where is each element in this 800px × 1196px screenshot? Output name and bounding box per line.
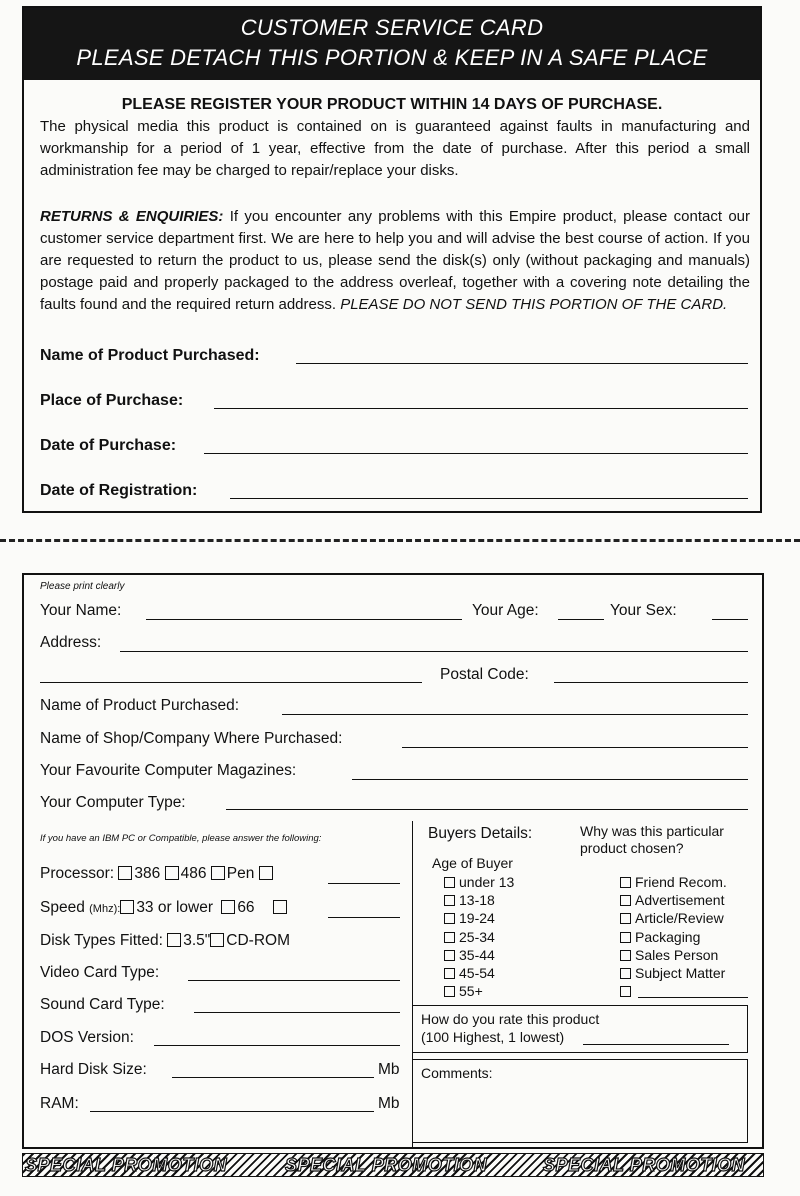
your-age-field[interactable] <box>558 619 604 620</box>
age-option[interactable] <box>444 982 514 1000</box>
processor-386-label: 386 <box>134 865 161 882</box>
age-option[interactable] <box>444 946 514 964</box>
reason-options-list <box>620 873 727 1000</box>
ram-field[interactable] <box>90 1111 374 1112</box>
reason-option[interactable] <box>620 891 727 909</box>
computer-type-field[interactable] <box>226 809 748 810</box>
header-title: CUSTOMER SERVICE CARD <box>240 15 544 40</box>
rating-line2: (100 Highest, 1 lowest) <box>421 1029 565 1045</box>
guarantee-paragraph: The physical media this product is contained on is guaranteed against faults in manufacturing and workmanship for a period of 1 year, effective from the date of purchase. After this period a small administration fee may be charged to repair/replace your disks. <box>40 118 750 179</box>
reason-option[interactable] <box>620 964 727 982</box>
processor-row <box>40 865 275 883</box>
reason-option[interactable] <box>620 946 727 964</box>
magazines-label: Your Favourite Computer Magazines: <box>40 762 297 779</box>
your-sex-label: Your Sex: <box>610 602 677 619</box>
speed-66-checkbox[interactable] <box>221 900 235 914</box>
age-checkbox[interactable] <box>444 913 455 924</box>
disk-35-checkbox[interactable] <box>167 933 181 947</box>
speed-66-label: 66 <box>237 899 255 916</box>
why-chosen-line2: product chosen? <box>580 840 684 856</box>
disk-35-label: 3.5" <box>183 932 211 949</box>
reason-checkbox[interactable] <box>620 913 631 924</box>
speed-unit: (Mhz): <box>89 903 121 915</box>
why-chosen-line1: Why was this particular <box>580 823 724 839</box>
video-card-field[interactable] <box>188 980 400 981</box>
age-option[interactable] <box>444 928 514 946</box>
age-option-label: 13-18 <box>459 892 495 909</box>
hard-disk-label: Hard Disk Size: <box>40 1061 147 1078</box>
processor-pen-label: Pen <box>226 865 255 882</box>
field-label-date-registration: Date of Registration: <box>40 482 198 499</box>
ram-label: RAM: <box>40 1095 79 1112</box>
reason-option-label: Sales Person <box>635 946 719 963</box>
processor-other-field[interactable] <box>328 883 400 884</box>
place-of-purchase-field[interactable] <box>214 408 748 409</box>
processor-386-checkbox[interactable] <box>118 866 132 880</box>
speed-label: Speed <box>40 899 85 916</box>
processor-other-checkbox[interactable] <box>259 866 273 880</box>
promo-label-2: SPECIAL PROMOTION <box>285 1155 488 1175</box>
processor-pen-checkbox[interactable] <box>211 866 225 880</box>
field-label-place: Place of Purchase: <box>40 392 184 409</box>
speed-33-label: 33 or lower <box>136 899 213 916</box>
buyers-details-title: Buyers Details: <box>428 825 533 842</box>
rating-prompt <box>421 1010 599 1046</box>
ram-unit: Mb <box>378 1095 400 1112</box>
address-field-line2[interactable] <box>40 682 422 683</box>
age-of-buyer-title: Age of Buyer <box>432 855 513 871</box>
age-checkbox[interactable] <box>444 877 455 888</box>
promo-label-1: SPECIAL PROMOTION <box>25 1155 228 1175</box>
address-label: Address: <box>40 634 102 651</box>
processor-486-checkbox[interactable] <box>165 866 179 880</box>
reason-option[interactable] <box>620 909 727 927</box>
your-name-label: Your Name: <box>40 602 122 619</box>
speed-33-checkbox[interactable] <box>120 900 134 914</box>
speed-other-field[interactable] <box>328 917 400 918</box>
processor-label: Processor: <box>40 865 115 882</box>
age-checkbox[interactable] <box>444 950 455 961</box>
shop-label: Name of Shop/Company Where Purchased: <box>40 730 343 747</box>
reason-other-field[interactable] <box>638 997 748 998</box>
age-option[interactable] <box>444 964 514 982</box>
register-title: PLEASE REGISTER YOUR PRODUCT WITHIN 14 DAYS OF PURCHASE. <box>121 96 663 113</box>
customer-service-card <box>22 6 762 513</box>
speed-other-checkbox[interactable] <box>273 900 287 914</box>
promo-label-3: SPECIAL PROMOTION <box>543 1155 746 1175</box>
hard-disk-unit: Mb <box>378 1061 400 1078</box>
rating-box <box>412 1005 748 1053</box>
age-option[interactable] <box>444 873 514 891</box>
reason-option[interactable] <box>620 873 727 891</box>
age-option-label: under 13 <box>459 874 515 890</box>
registration-card <box>22 573 764 1149</box>
reason-checkbox[interactable] <box>620 932 631 943</box>
returns-text: If you encounter any problems with this Empire product, please contact our customer service department first. We are here to help you and will advise the best course of action. If you are requested to return the product to us, please send the disk(s) only (without packaging and manuals) postage paid and properly packaged to the address overleaf, together with a covering note detailing the faults found and the required return address. <box>40 208 750 313</box>
age-option-label: 35-44 <box>459 946 495 963</box>
product-name-field[interactable] <box>296 363 748 364</box>
your-age-label: Your Age: <box>472 602 539 619</box>
sound-card-label: Sound Card Type: <box>40 996 165 1013</box>
reason-option-label: Advertisement <box>635 892 725 909</box>
reason-option-label: Subject Matter <box>635 965 726 982</box>
dos-version-field[interactable] <box>154 1045 400 1046</box>
comments-label: Comments: <box>421 1065 493 1081</box>
reason-checkbox[interactable] <box>620 950 631 961</box>
disk-types-label: Disk Types Fitted: <box>40 932 163 949</box>
your-sex-field[interactable] <box>712 619 748 620</box>
field-label-product: Name of Product Purchased: <box>40 347 260 364</box>
reason-checkbox[interactable] <box>620 877 631 888</box>
dos-version-label: DOS Version: <box>40 1029 134 1046</box>
age-options-list <box>444 873 514 1000</box>
returns-paragraph: RETURNS & ENQUIRIES: If you encounter any problems with this Empire product, please contact our customer service department first. We are here to help you and will advise the best course of action. If you are requested to return the product to us, please send the disk(s) only (without packaging and manuals) postage paid and properly packaged to the address overleaf, together with a covering note detailing the faults found and the required return address. PLEASE DO NOT SEND THIS PORTION OF THE CARD. <box>40 208 750 313</box>
date-of-purchase-field[interactable] <box>204 453 748 454</box>
age-option-label: 19-24 <box>459 910 495 927</box>
speed-row <box>40 899 289 917</box>
hard-disk-field[interactable] <box>172 1077 374 1078</box>
returns-warning: PLEASE DO NOT SEND THIS PORTION OF THE CARD <box>340 296 724 313</box>
date-of-registration-field[interactable] <box>230 498 748 499</box>
computer-type-label: Your Computer Type: <box>40 794 186 811</box>
reason-option-label: Article/Review <box>635 910 724 927</box>
age-checkbox[interactable] <box>444 895 455 906</box>
product-purchased-field[interactable] <box>282 714 748 715</box>
disk-cdrom-label: CD-ROM <box>226 932 290 949</box>
ibm-note: If you have an IBM PC or Compatible, please answer the following: <box>40 833 322 844</box>
service-card-header <box>24 8 760 80</box>
header-instruction: PLEASE DETACH THIS PORTION & KEEP IN A SAFE PLACE <box>76 45 708 70</box>
postal-code-label: Postal Code: <box>440 666 529 683</box>
your-name-field[interactable] <box>146 619 462 620</box>
reason-checkbox[interactable] <box>620 968 631 979</box>
product-purchased-label: Name of Product Purchased: <box>40 697 240 714</box>
age-option[interactable] <box>444 909 514 927</box>
returns-heading: RETURNS & ENQUIRIES: <box>40 208 224 225</box>
why-chosen-title <box>580 823 724 857</box>
special-promotion-strip <box>22 1153 764 1177</box>
age-option-label: 45-54 <box>459 965 495 982</box>
age-option-label: 25-34 <box>459 928 495 945</box>
comments-box[interactable] <box>412 1059 748 1143</box>
reason-option-label: Friend Recom. <box>635 874 727 890</box>
rating-line1: How do you rate this product <box>421 1011 600 1027</box>
video-card-label: Video Card Type: <box>40 964 160 981</box>
reason-checkbox[interactable] <box>620 895 631 906</box>
processor-486-label: 486 <box>180 865 207 882</box>
field-label-date-purchase: Date of Purchase: <box>40 437 177 454</box>
disk-types-row <box>40 932 290 950</box>
magazines-field[interactable] <box>352 779 748 780</box>
reason-other-checkbox[interactable] <box>620 986 631 997</box>
reason-option-label: Packaging <box>635 928 701 945</box>
address-field-line1[interactable] <box>120 651 748 652</box>
reason-option[interactable] <box>620 928 727 946</box>
age-option-label: 55+ <box>459 983 483 1000</box>
sound-card-field[interactable] <box>194 1012 400 1013</box>
shop-field[interactable] <box>402 747 748 748</box>
disk-cdrom-checkbox[interactable] <box>210 933 224 947</box>
age-checkbox[interactable] <box>444 986 455 997</box>
print-note: Please print clearly <box>40 581 125 592</box>
postal-code-field[interactable] <box>554 682 748 683</box>
age-checkbox[interactable] <box>444 968 455 979</box>
rating-field[interactable] <box>583 1044 729 1045</box>
age-checkbox[interactable] <box>444 932 455 943</box>
detach-line <box>0 539 800 542</box>
age-option[interactable] <box>444 891 514 909</box>
